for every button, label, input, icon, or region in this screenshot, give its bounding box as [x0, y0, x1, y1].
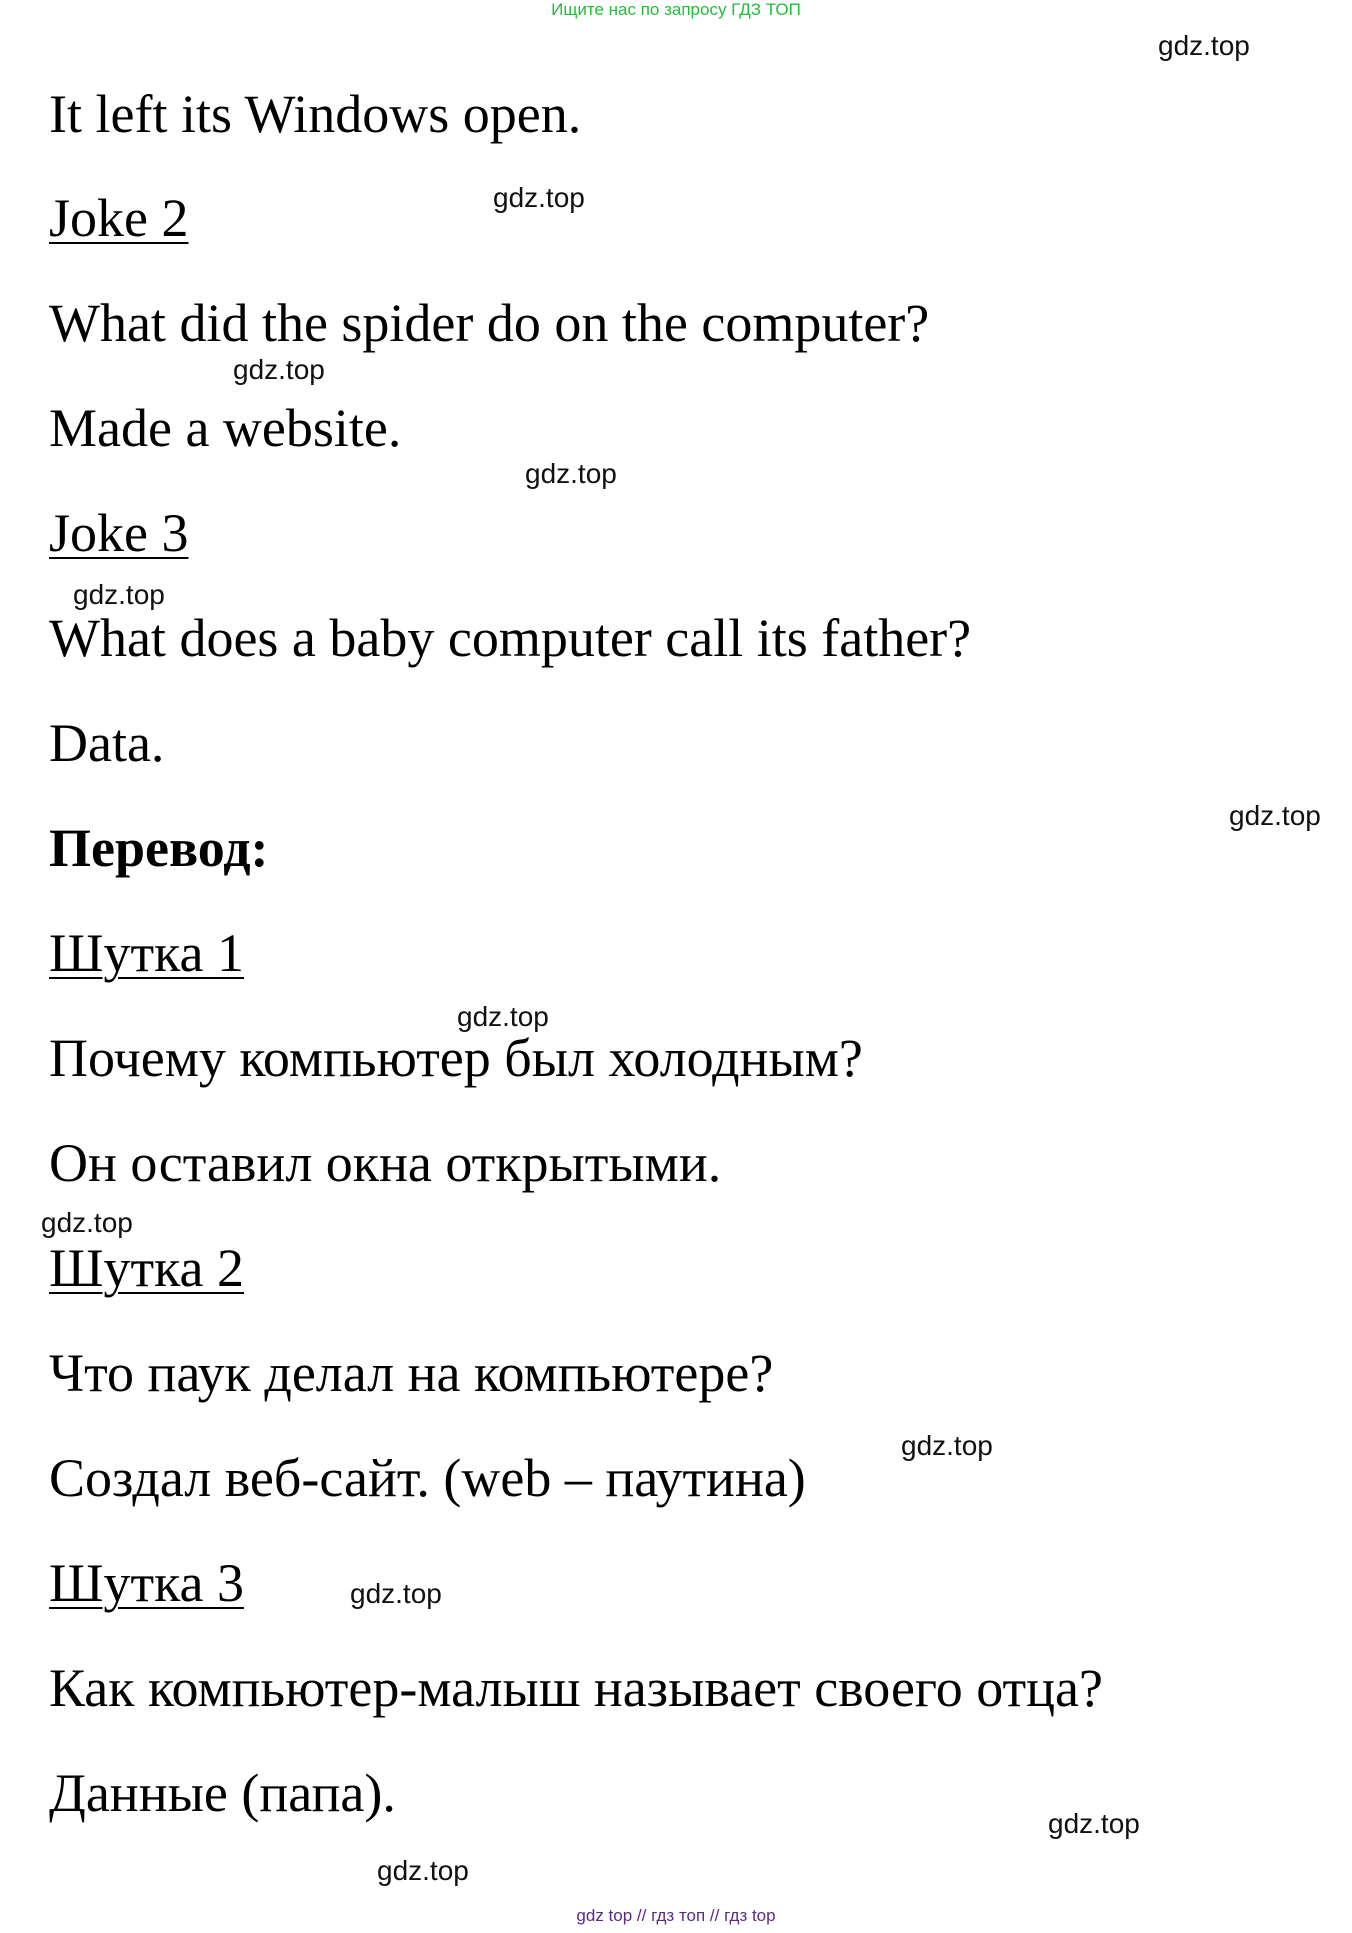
watermark: gdz.top: [350, 1578, 442, 1609]
watermark: gdz.top: [1048, 1808, 1140, 1839]
joke-heading: Шутка 1: [49, 923, 244, 983]
watermark: gdz.top: [493, 182, 585, 213]
watermark: gdz.top: [73, 579, 165, 610]
answer-line: Создал веб-сайт. (web – паутина): [49, 1448, 806, 1508]
question-line: What does a baby computer call its father?: [49, 608, 972, 668]
joke-heading: Шутка 3: [49, 1553, 244, 1613]
answer-line: It left its Windows open.: [49, 84, 582, 144]
watermark: gdz.top: [1229, 800, 1321, 831]
top-banner: Ищите нас по запросу ГДЗ ТОП: [551, 0, 801, 19]
watermark: gdz.top: [1158, 30, 1250, 61]
watermark: gdz.top: [377, 1855, 469, 1886]
answer-line: Он оставил окна открытыми.: [49, 1133, 722, 1193]
watermark: gdz.top: [901, 1430, 993, 1461]
question-line: Как компьютер-малыш называет своего отца?: [49, 1658, 1103, 1718]
joke-heading: Joke 3: [49, 503, 189, 563]
question-line: What did the spider do on the computer?: [49, 293, 930, 353]
joke-heading: Шутка 2: [49, 1238, 244, 1298]
watermark: gdz.top: [525, 458, 617, 489]
watermark: gdz.top: [457, 1001, 549, 1032]
footer-links: gdz top // гдз топ // гдз top: [576, 1906, 776, 1925]
answer-line: Made a website.: [49, 398, 402, 458]
question-line: Почему компьютер был холодным?: [49, 1028, 863, 1088]
translation-title: Перевод:: [49, 818, 269, 878]
watermark: gdz.top: [233, 354, 325, 385]
answer-line: Данные (папа).: [49, 1763, 396, 1823]
watermark: gdz.top: [41, 1207, 133, 1238]
answer-line: Data.: [49, 713, 165, 773]
question-line: Что паук делал на компьютере?: [49, 1343, 774, 1403]
joke-heading: Joke 2: [49, 188, 189, 248]
